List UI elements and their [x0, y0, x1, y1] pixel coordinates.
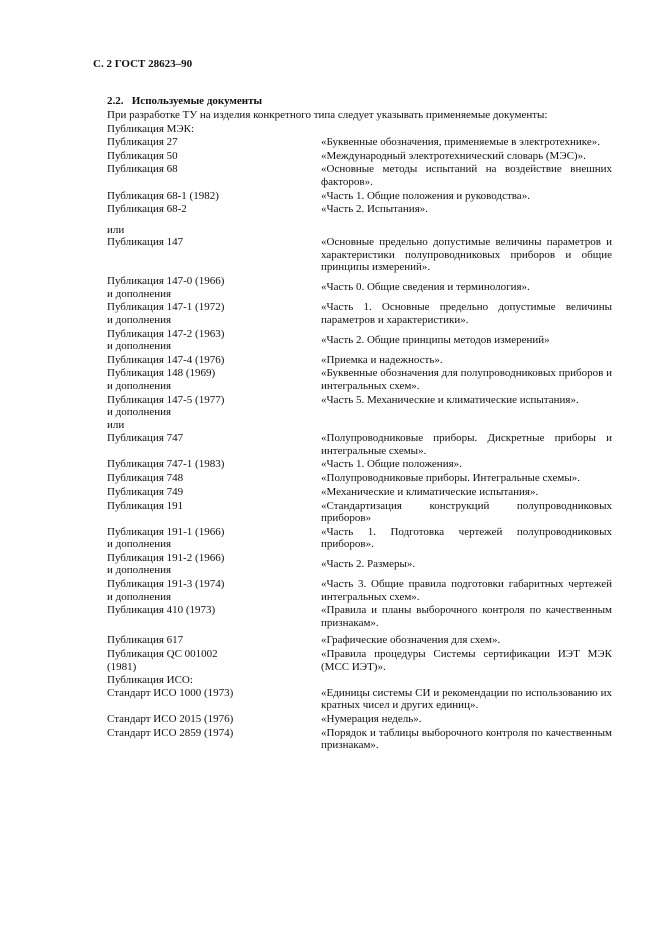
reference-id: Публикация 68-2 [107, 203, 187, 216]
reference-row [107, 604, 612, 629]
reference-row [107, 394, 612, 432]
reference-id: Публикация 147-4 (1976) [107, 353, 225, 366]
section-number: 2.2. [107, 95, 124, 107]
reference-title: «Часть 2. Испытания». [321, 203, 428, 216]
reference-row [107, 552, 612, 577]
reference-title: «Часть 1. Общие положения и руководства». [321, 189, 530, 202]
reference-title: «Часть 1. Общие положения». [321, 458, 462, 471]
iso-heading: Публикация ИСО: [107, 674, 193, 687]
reference-row [107, 354, 612, 367]
reference-row [107, 674, 612, 712]
reference-id: Публикация 191-3 (1974) и дополнения [107, 578, 225, 603]
reference-title: «Основные предельно допустимые величины параметров и характеристики полупроводниковых приборов и общие принципы измерений». [321, 236, 612, 274]
reference-id: Публикация QC 001002 (1981) [107, 648, 218, 673]
reference-id: Публикация 148 (1969) и дополнения [107, 367, 216, 392]
reference-id: Публикация 747-1 (1983) [107, 458, 225, 471]
reference-id: Публикация 747 [107, 432, 184, 445]
reference-title: «Часть 2. Размеры». [321, 558, 416, 571]
reference-title: «Единицы системы СИ и рекомендации по использованию их кратных чисел и других единиц». [321, 686, 612, 712]
reference-title: «Часть 3. Общие правила подготовки габаритных чертежей интегральных схем». [321, 578, 612, 603]
reference-row [107, 367, 612, 392]
reference-title: «Механические и климатические испытания». [321, 485, 539, 498]
reference-title: «Часть 2. Общие принципы методов измерений» [321, 333, 550, 346]
reference-title: «Стандартизация конструкций полупроводниковых приборов» [321, 499, 612, 524]
reference-title: «Нумерация недель». [321, 713, 422, 725]
reference-id: Публикация 147-0 (1966) и дополнения [107, 275, 225, 300]
reference-id: Публикация 27 [107, 136, 178, 148]
reference-id: Стандарт ИСО 2015 (1976) [107, 713, 234, 725]
reference-title: «Правила процедуры Системы сертификации ИЭТ МЭК (МСС ИЭТ)». [321, 648, 612, 673]
reference-row [107, 150, 612, 163]
reference-id: или Публикация 147 [107, 224, 321, 249]
or-label: или [107, 223, 125, 236]
reference-row [107, 328, 612, 353]
reference-row [107, 301, 612, 326]
reference-row [107, 634, 612, 647]
reference-id: Публикация 147-5 (1977) и дополнения или [107, 394, 321, 432]
reference-id: Публикация 147-2 (1963) и дополнения [107, 327, 225, 352]
reference-title: «Буквенные обозначения для полупроводниковых приборов и интегральных схем». [321, 367, 612, 392]
reference-row [107, 190, 612, 203]
reference-row [107, 458, 612, 471]
reference-id: Публикация ИСО: Стандарт ИСО 1000 (1973) [107, 674, 321, 699]
reference-title: «Часть 1. Подготовка чертежей полупроводниковых приборов». [321, 525, 612, 551]
or-label: или [107, 418, 125, 431]
reference-id: Стандарт ИСО 2859 (1974) [107, 726, 234, 739]
reference-title: «Часть 5. Механические и климатические испытания». [321, 393, 579, 406]
reference-row [107, 432, 612, 457]
reference-row [107, 578, 612, 603]
intro-paragraph: При разработке ТУ на изделия конкретного типа следует указывать применяемые документы: [107, 109, 548, 121]
reference-id: Публикация 50 [107, 149, 178, 162]
reference-row [107, 224, 612, 274]
reference-id: Публикация 191-1 (1966) и дополнения [107, 525, 225, 551]
reference-id: Публикация 749 [107, 485, 184, 498]
reference-title: «Часть 1. Основные предельно допустимые величины параметров и характеристики». [321, 301, 612, 326]
reference-title: «Графические обозначения для схем». [321, 634, 501, 647]
reference-id: Публикация 68-1 (1982) [107, 189, 219, 202]
section-title: Используемые документы [131, 95, 263, 107]
reference-title: «Часть 0. Общие сведения и терминология». [321, 281, 530, 294]
reference-row [107, 526, 612, 551]
reference-row [107, 648, 612, 673]
reference-list [107, 136, 612, 753]
reference-title: «Правила и планы выборочного контроля по качественным признакам». [321, 604, 612, 629]
reference-row [107, 275, 612, 300]
reference-row [107, 713, 612, 726]
reference-id: Публикация 617 [107, 634, 184, 647]
iec-heading: Публикация МЭК: [107, 123, 195, 135]
reference-title: «Приемка и надежность». [321, 353, 443, 366]
reference-id: Публикация 191 [107, 499, 184, 512]
reference-row [107, 486, 612, 499]
reference-row [107, 472, 612, 485]
reference-id: Публикация 191-2 (1966) и дополнения [107, 551, 225, 577]
reference-id: Публикация 68 [107, 163, 178, 176]
reference-row [107, 163, 612, 188]
page-header: С. 2 ГОСТ 28623–90 [93, 58, 193, 70]
reference-id: Публикация 748 [107, 472, 184, 485]
reference-row [107, 500, 612, 525]
reference-title: «Порядок и таблицы выборочного контроля по качественным признакам». [321, 726, 612, 752]
reference-title: «Буквенные обозначения, применяемые в электротехнике». [321, 136, 600, 148]
reference-title: «Основные методы испытаний на воздействие внешних факторов». [321, 163, 612, 188]
reference-title: «Полупроводниковые приборы. Интегральные схемы». [321, 472, 580, 485]
reference-row [107, 727, 612, 752]
reference-id: Публикация 147-1 (1972) и дополнения [107, 301, 225, 326]
reference-id: Публикация 410 (1973) [107, 604, 216, 617]
reference-title: «Международный электротехнический словарь (МЭС)». [321, 149, 586, 162]
section-heading [107, 95, 262, 107]
reference-title: «Полупроводниковые приборы. Дискретные приборы и интегральные схемы». [321, 432, 612, 457]
reference-row [107, 136, 612, 149]
reference-row [107, 203, 612, 216]
